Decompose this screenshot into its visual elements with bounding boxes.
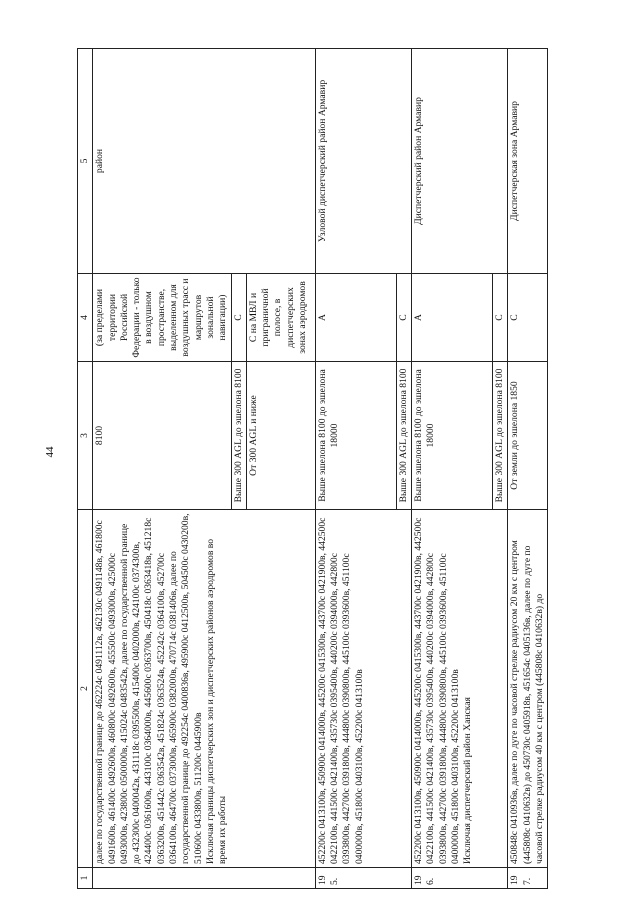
exclusion-text: Исключая границы диспетчерских зон и диспетчерских районов аэродромов во время их работы (204, 538, 229, 864)
limits-cell: Выше 300 AGL до эшелона 8100 (493, 362, 508, 510)
limits-cell: Выше 300 AGL до эшелона 8100 (231, 362, 246, 510)
row-number-cell (93, 868, 316, 889)
class-cell: C (396, 274, 411, 362)
class-cell: A (315, 274, 396, 362)
row-number-cell: 196. (412, 868, 508, 889)
header-row (78, 49, 93, 889)
boundary-text: 452200с 0413100в, 450900с 0414000в, 445200с 0415300в, 443700с 0421900в, 442500с 0422100в, 441500с 0421400в, 435730с 0395400в, 440200с 0394000в, 442800с 0393800в, 442700с 0391800в, 444800с 0390800в, 445100с 0393600в, 451100с 0400000в, 451800с 0403100в, 452200с 0413100в (413, 517, 462, 864)
header-col-4: 4 (78, 274, 93, 362)
airspace-table (77, 48, 548, 889)
class-cell: C (508, 274, 548, 362)
boundary-cell: 452200с 0413100в, 450900с 0414000в, 445200с 0415300в, 443700с 0421900в, 442500с 0422100в, 441500с 0421400в, 435730с 0395400в, 440200с 0394000в, 442800с 0393800в, 442700с 0391800в, 444800с 0390800в, 445100с 0393600в, 451100с 0400000в, 451800с 0403100в, 452200с 0413100в (315, 510, 411, 868)
table-row (93, 49, 231, 889)
header-col-2: 2 (78, 510, 93, 868)
page-number: 44 (44, 446, 56, 458)
class-cell: C (231, 274, 246, 362)
rotated-table-container (77, 49, 597, 889)
unit-cell: Узловой диспетчерский район Армавир (315, 49, 411, 274)
class-cell: A (412, 274, 493, 362)
exclusion-text: Исключая диспетчерский район Ханская (462, 697, 474, 864)
limits-cell: Выше 300 AGL до эшелона 8100 (396, 362, 411, 510)
unit-cell: район (93, 49, 316, 274)
limits-cell: Выше эшелона 8100 до эшелона 18000 (412, 362, 493, 510)
class-cell: C (493, 274, 508, 362)
header-col-1: 1 (78, 868, 93, 889)
row-number-cell: 195. (315, 868, 411, 889)
table-row (412, 49, 493, 889)
unit-cell: Диспетчерская зона Армавир (508, 49, 548, 274)
boundary-cell (412, 510, 508, 868)
boundary-text: далее по государственной границе до 462224с 0491112в, 462130с 0491148в, 461800с 0491600в, 461400с 0492600в, 460800с 0492600в, 455500с 0493000в, 425000с 0493000в, 423800с 0500000в, 415024с 0483542в, далее по государственной границе до 432300с 0400042в, 431118с 0395500в, 415400с 0402000в, 424100с 0374300в, 424400с 0361600в, 443100с 0364000в, 445600с 0363700в, 450418с 0363418в, 451218с 0363200в, 451442с 0363542в, 451824с 0363524в, 452242с 0364100в, 452700с 0364100в, 464700с 0373000в, 465900с 0382000в, 470714с 0381406в, далее по государственной границе до 492254с 0400836в, 495900с 0412500в, 504500с 0430200в, 510600с 0433800в, 511200с 0445900в (94, 513, 204, 864)
table-row (508, 49, 548, 889)
boundary-cell: 450848с 0410936в, далее по дуге по часовой стрелке радиусом 20 км с центром (445808с 0410632в) до 450730с 0405918в, 451654с 0405136в, далее по дуге по часовой стрелке радиусом 40 км с центром (445808с 0410632в) до (508, 510, 548, 868)
header-col-3: 3 (78, 362, 93, 510)
row-number-cell: 197. (508, 868, 548, 889)
limits-cell: Выше эшелона 8100 до эшелона 18000 (315, 362, 396, 510)
table-row (315, 49, 396, 889)
header-col-5: 5 (78, 49, 93, 274)
limits-cell: 8100 (93, 362, 231, 510)
boundary-cell (93, 510, 316, 868)
limits-cell: От 300 AGL и ниже (246, 362, 315, 510)
class-cell: C на МВЛ и приграничной полосе, в диспетчерских зонах аэродромов (246, 274, 315, 362)
class-cell: (за пределами территории Российской Федерации - только в воздушном пространстве, выделенном для воздушных трасс и маршрутов зональной навигации) (93, 274, 231, 362)
unit-cell: Диспетчерский район Армавир (412, 49, 508, 274)
limits-cell: От земли до эшелона 1850 (508, 362, 548, 510)
